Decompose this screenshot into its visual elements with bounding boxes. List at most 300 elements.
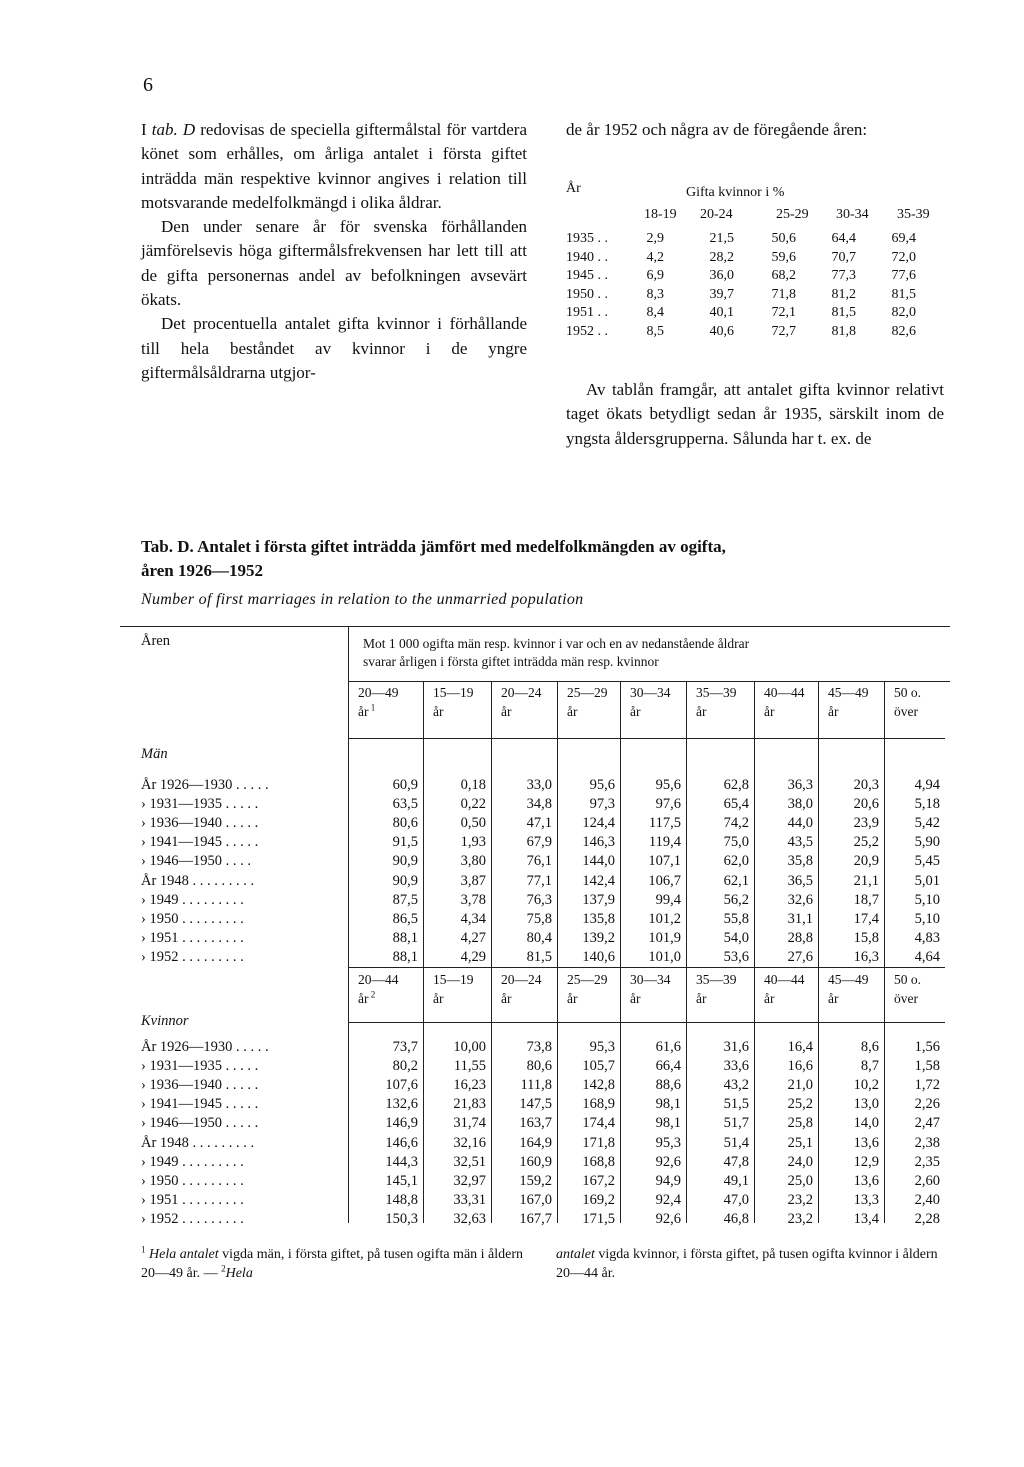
paragraph-2: Den under senare år för svenska förhållanden jämförelsevis höga giftermålsfrekvensen har lett till att de gifta personernas andel av befolkningen avsevärt ökats. bbox=[141, 217, 527, 310]
men-table-cell: 119,4 bbox=[648, 834, 681, 851]
women-table-cell: 47,0 bbox=[723, 1192, 749, 1209]
women-table-cell: 160,9 bbox=[519, 1154, 552, 1171]
men-row-label: › 1952 . . . . . . . . . bbox=[141, 949, 244, 966]
women-table-cell: 2,26 bbox=[914, 1096, 940, 1113]
small-table-value: 82,0 bbox=[891, 305, 916, 321]
small-table-value: 71,8 bbox=[771, 286, 796, 302]
men-col-header-unit: år bbox=[828, 704, 839, 719]
small-table-value: 64,4 bbox=[831, 231, 856, 246]
women-table-cell: 43,2 bbox=[723, 1077, 749, 1094]
small-table-value: 77,3 bbox=[831, 268, 856, 284]
women-table-cell: 14,0 bbox=[853, 1115, 879, 1132]
men-table-cell: 20,3 bbox=[853, 777, 879, 793]
men-table-cell: 15,8 bbox=[853, 930, 879, 947]
women-table-cell: 33,6 bbox=[723, 1058, 749, 1075]
table-top-rule bbox=[120, 626, 950, 627]
small-table-year: 1950 . . bbox=[566, 286, 608, 302]
women-table-cell: 144,3 bbox=[385, 1154, 418, 1171]
small-table-value: 8,3 bbox=[646, 286, 664, 302]
women-table-cell: 80,6 bbox=[526, 1058, 552, 1075]
men-table-cell: 5,10 bbox=[914, 911, 940, 928]
women-table-cell: 150,3 bbox=[385, 1211, 418, 1228]
small-table-value: 39,7 bbox=[709, 286, 734, 302]
men-table-cell: 54,0 bbox=[723, 930, 749, 947]
women-table-cell: 23,2 bbox=[787, 1192, 813, 1209]
men-col-header-range: 30—34 bbox=[630, 685, 671, 700]
footnote-left bbox=[141, 1245, 531, 1283]
men-table-cell: 80,6 bbox=[392, 815, 418, 832]
women-table-cell: 13,0 bbox=[853, 1096, 879, 1113]
men-table-cell: 65,4 bbox=[723, 796, 749, 813]
footnote-italic-2: Hela bbox=[225, 1266, 253, 1281]
men-table-cell: 21,1 bbox=[853, 873, 879, 889]
men-table-cell: 38,0 bbox=[787, 796, 813, 813]
men-table-cell: 0,50 bbox=[460, 815, 486, 832]
women-col-header-range: 30—34 bbox=[630, 972, 671, 987]
tab-reference: tab. D bbox=[151, 120, 196, 139]
men-table-cell: 95,6 bbox=[655, 777, 681, 793]
men-table-cell: 4,29 bbox=[460, 949, 486, 966]
women-table-cell: 2,40 bbox=[914, 1192, 940, 1209]
women-col-header-range: 35—39 bbox=[696, 972, 737, 987]
men-table-cell: 88,1 bbox=[392, 949, 418, 966]
women-col-header-unit: år bbox=[433, 991, 444, 1006]
women-table-cell: 111,8 bbox=[520, 1077, 552, 1094]
group-header-line2: svarar årligen i första giftet inträdda män resp. kvinnor bbox=[363, 654, 659, 669]
women-col-header-footnote-marker: 2 bbox=[368, 989, 376, 1000]
women-header-bottom-rule bbox=[348, 1022, 945, 1023]
small-table-col-header: 20-24 bbox=[700, 207, 733, 222]
men-table-cell: 144,0 bbox=[582, 853, 615, 870]
men-table-cell: 3,87 bbox=[460, 873, 486, 889]
women-table-cell: 25,0 bbox=[787, 1173, 813, 1190]
women-table-cell: 73,7 bbox=[392, 1039, 418, 1055]
men-row-label: › 1949 . . . . . . . . . bbox=[141, 892, 244, 909]
small-table-value: 21,5 bbox=[709, 231, 734, 246]
table-subtitle: Number of first marriages in relation to the unmarried population bbox=[141, 591, 584, 608]
men-table-cell: 47,1 bbox=[526, 815, 552, 832]
women-table-cell: 32,63 bbox=[453, 1211, 486, 1228]
men-table-cell: 33,0 bbox=[526, 777, 552, 793]
small-table-col-header: 35-39 bbox=[897, 207, 930, 222]
men-table-cell: 44,0 bbox=[787, 815, 813, 832]
women-col-header-range: 15—19 bbox=[433, 972, 474, 987]
men-table-cell: 32,6 bbox=[787, 892, 813, 909]
men-col-header-range: 25—29 bbox=[567, 685, 608, 700]
women-table-cell: 16,23 bbox=[453, 1077, 486, 1094]
women-table-cell: 146,9 bbox=[385, 1115, 418, 1132]
men-table-cell: 0,18 bbox=[460, 777, 486, 793]
men-col-header-unit: år bbox=[630, 704, 641, 719]
men-col-header-unit: år bbox=[696, 704, 707, 719]
women-table-cell: 47,8 bbox=[723, 1154, 749, 1171]
women-table-cell: 25,1 bbox=[787, 1135, 813, 1151]
women-row-label: › 1931—1935 . . . . . bbox=[141, 1058, 259, 1075]
men-table-cell: 140,6 bbox=[582, 949, 615, 966]
women-table-cell: 145,1 bbox=[385, 1173, 418, 1190]
women-table-cell: 92,4 bbox=[655, 1192, 681, 1209]
women-row-label: › 1946—1950 . . . . . bbox=[141, 1115, 259, 1132]
small-table-group-header: Gifta kvinnor i % bbox=[686, 185, 785, 200]
men-table-cell: 20,9 bbox=[853, 853, 879, 870]
women-col-header-unit: år bbox=[567, 991, 578, 1006]
men-table-cell: 75,0 bbox=[723, 834, 749, 851]
men-table-cell: 74,2 bbox=[723, 815, 749, 832]
men-table-cell: 97,3 bbox=[589, 796, 615, 813]
men-table-cell: 4,34 bbox=[460, 911, 486, 928]
women-table-cell: 16,4 bbox=[787, 1039, 813, 1055]
men-table-cell: 4,94 bbox=[914, 777, 940, 793]
men-row-label: › 1941—1945 . . . . . bbox=[141, 834, 259, 851]
women-col-header-unit: över bbox=[894, 991, 918, 1006]
men-col-header-unit: år $^1$ bbox=[358, 702, 376, 719]
men-table-cell: 75,8 bbox=[526, 911, 552, 928]
footnote-text-right: vigda kvinnor, i första giftet, på tusen ogifta kvinnor i åldern 20—44 år. bbox=[556, 1247, 938, 1281]
men-table-cell: 87,5 bbox=[392, 892, 418, 909]
women-table-cell: 11,55 bbox=[453, 1058, 486, 1075]
women-table-cell: 94,9 bbox=[655, 1173, 681, 1190]
women-col-header-unit: år bbox=[764, 991, 775, 1006]
men-table-cell: 56,2 bbox=[723, 892, 749, 909]
small-table-value: 2,9 bbox=[646, 231, 664, 246]
women-col-header-range: 40—44 bbox=[764, 972, 805, 987]
women-table-cell: 92,6 bbox=[655, 1154, 681, 1171]
men-table-cell: 4,83 bbox=[914, 930, 940, 947]
women-table-cell: 164,9 bbox=[519, 1135, 552, 1151]
men-table-cell: 4,27 bbox=[460, 930, 486, 947]
women-table-cell: 148,8 bbox=[385, 1192, 418, 1209]
men-table-cell: 55,8 bbox=[723, 911, 749, 928]
small-table-value: 50,6 bbox=[771, 231, 796, 246]
women-table-cell: 31,74 bbox=[453, 1115, 486, 1132]
men-col-header-unit: år bbox=[501, 704, 512, 719]
men-row-label: › 1951 . . . . . . . . . bbox=[141, 930, 244, 947]
women-table-cell: 1,56 bbox=[914, 1039, 940, 1055]
men-table-cell: 17,4 bbox=[853, 911, 879, 928]
small-table-value: 72,0 bbox=[891, 249, 916, 265]
men-table-cell: 137,9 bbox=[582, 892, 615, 909]
women-table-cell: 51,5 bbox=[723, 1096, 749, 1113]
women-row-label: › 1952 . . . . . . . . . bbox=[141, 1211, 244, 1228]
small-table-value: 6,9 bbox=[646, 268, 664, 284]
women-table-cell: 88,6 bbox=[655, 1077, 681, 1094]
men-table-cell: 36,3 bbox=[787, 777, 813, 793]
small-table-value: 69,4 bbox=[891, 231, 916, 246]
women-table-cell: 92,6 bbox=[655, 1211, 681, 1228]
small-table-value: 77,6 bbox=[891, 268, 916, 284]
small-table-year-header: År bbox=[566, 181, 581, 196]
footnote-marker-2: 2 bbox=[221, 1263, 226, 1274]
section-label-women: Kvinnor bbox=[141, 1013, 189, 1029]
men-col-header-footnote-marker: 1 bbox=[368, 702, 376, 713]
small-table-value: 8,5 bbox=[646, 323, 664, 339]
men-row-label: År 1948 . . . . . . . . . bbox=[141, 873, 255, 889]
women-col-header-range: 50 o. bbox=[894, 972, 921, 987]
table-title-line1: Tab. D. Antalet i första giftet inträdda jämfört med medelfolkmängden av ogifta, bbox=[141, 537, 726, 556]
men-table-cell: 106,7 bbox=[648, 873, 681, 889]
women-row-label: › 1950 . . . . . . . . . bbox=[141, 1173, 244, 1190]
women-table-cell: 132,6 bbox=[385, 1096, 418, 1113]
small-table-year: 1945 . . bbox=[566, 268, 608, 284]
men-table-cell: 91,5 bbox=[392, 834, 418, 851]
men-col-header-range: 40—44 bbox=[764, 685, 805, 700]
men-table-cell: 62,0 bbox=[723, 853, 749, 870]
men-table-cell: 18,7 bbox=[853, 892, 879, 909]
women-table-cell: 169,2 bbox=[582, 1192, 615, 1209]
women-table-cell: 171,8 bbox=[582, 1135, 615, 1151]
men-table-cell: 81,5 bbox=[526, 949, 552, 966]
column-divider bbox=[686, 681, 687, 1223]
men-table-cell: 0,22 bbox=[460, 796, 486, 813]
men-col-header-range: 50 o. bbox=[894, 685, 921, 700]
men-col-header-unit: år bbox=[433, 704, 444, 719]
column-divider bbox=[423, 681, 424, 1223]
small-table-col-header: 30-34 bbox=[836, 207, 869, 222]
small-table-value: 72,1 bbox=[771, 305, 796, 321]
men-table-cell: 90,9 bbox=[392, 853, 418, 870]
paragraph-3: Det procentuella antalet gifta kvinnor i förhållande till hela beståndet av kvinnor i de yngre giftermålsåldrarna utgjor- bbox=[141, 314, 527, 382]
men-table-cell: 101,2 bbox=[648, 911, 681, 928]
right-after-text: Av tablån framgår, att antalet gifta kvinnor relativt taget ökats betydligt sedan år 1935, särskilt inom de yngsta åldersgrupperna. Sålunda har t. ex. de bbox=[566, 380, 944, 448]
women-table-cell: 21,0 bbox=[787, 1077, 813, 1094]
women-table-cell: 12,9 bbox=[853, 1154, 879, 1171]
women-table-cell: 2,28 bbox=[914, 1211, 940, 1228]
men-row-label: År 1926—1930 . . . . . bbox=[141, 777, 269, 793]
women-table-cell: 13,6 bbox=[853, 1135, 879, 1151]
stub-header: Åren bbox=[141, 633, 170, 649]
women-col-header-unit: år $^2$ bbox=[358, 989, 376, 1006]
women-table-cell: 1,72 bbox=[914, 1077, 940, 1094]
women-table-cell: 32,97 bbox=[453, 1173, 486, 1190]
small-table-value: 81,2 bbox=[831, 286, 856, 302]
men-row-label: › 1950 . . . . . . . . . bbox=[141, 911, 244, 928]
men-col-header-range: 35—39 bbox=[696, 685, 737, 700]
men-table-cell: 20,6 bbox=[853, 796, 879, 813]
women-col-header-unit: år bbox=[501, 991, 512, 1006]
men-table-cell: 77,1 bbox=[526, 873, 552, 889]
men-table-cell: 60,9 bbox=[392, 777, 418, 793]
table-title-line2: åren 1926—1952 bbox=[141, 561, 263, 580]
men-table-cell: 62,1 bbox=[723, 873, 749, 889]
women-table-cell: 10,00 bbox=[453, 1039, 486, 1055]
men-table-cell: 16,3 bbox=[853, 949, 879, 966]
men-table-cell: 5,45 bbox=[914, 853, 940, 870]
men-table-cell: 43,5 bbox=[787, 834, 813, 851]
footnote-right bbox=[556, 1245, 946, 1283]
men-table-cell: 3,80 bbox=[460, 853, 486, 870]
women-row-label: › 1936—1940 . . . . . bbox=[141, 1077, 259, 1094]
women-table-cell: 159,2 bbox=[519, 1173, 552, 1190]
men-table-cell: 67,9 bbox=[526, 834, 552, 851]
men-table-cell: 34,8 bbox=[526, 796, 552, 813]
men-table-cell: 97,6 bbox=[655, 796, 681, 813]
group-header-line1: Mot 1 000 ogifta män resp. kvinnor i var och en av nedanstående åldrar bbox=[363, 636, 750, 651]
right-intro-text: de år 1952 och några av de föregående åren: bbox=[566, 120, 868, 139]
men-row-label: › 1946—1950 . . . . bbox=[141, 853, 251, 870]
women-table-cell: 13,6 bbox=[853, 1173, 879, 1190]
men-table-cell: 142,4 bbox=[582, 873, 615, 889]
women-table-cell: 146,6 bbox=[385, 1135, 418, 1151]
men-table-cell: 86,5 bbox=[392, 911, 418, 928]
p1-prefix: I bbox=[141, 120, 152, 139]
women-table-cell: 2,35 bbox=[914, 1154, 940, 1171]
women-table-cell: 25,2 bbox=[787, 1096, 813, 1113]
footnote-marker-1: 1 bbox=[141, 1244, 146, 1255]
women-table-cell: 49,1 bbox=[723, 1173, 749, 1190]
small-table-value: 28,2 bbox=[709, 249, 734, 265]
women-table-cell: 2,38 bbox=[914, 1135, 940, 1151]
men-header-bottom-rule bbox=[348, 738, 945, 739]
women-table-cell: 167,7 bbox=[519, 1211, 552, 1228]
small-table-year: 1940 . . bbox=[566, 249, 608, 265]
small-table-col-header: 18-19 bbox=[644, 207, 677, 222]
men-col-header-range: 15—19 bbox=[433, 685, 474, 700]
women-row-label: › 1941—1945 . . . . . bbox=[141, 1096, 259, 1113]
women-col-header-unit: år bbox=[828, 991, 839, 1006]
men-table-cell: 5,10 bbox=[914, 892, 940, 909]
women-table-cell: 51,7 bbox=[723, 1115, 749, 1132]
women-table-cell: 80,2 bbox=[392, 1058, 418, 1075]
small-table-value: 81,5 bbox=[891, 286, 916, 302]
men-row-label: › 1936—1940 . . . . . bbox=[141, 815, 259, 832]
men-table-cell: 80,4 bbox=[526, 930, 552, 947]
women-col-header-range: 25—29 bbox=[567, 972, 608, 987]
men-table-cell: 139,2 bbox=[582, 930, 615, 947]
women-table-cell: 2,60 bbox=[914, 1173, 940, 1190]
women-table-cell: 2,47 bbox=[914, 1115, 940, 1132]
section-label-men: Män bbox=[141, 746, 168, 762]
men-table-cell: 135,8 bbox=[582, 911, 615, 928]
men-table-cell: 99,4 bbox=[655, 892, 681, 909]
men-table-cell: 35,8 bbox=[787, 853, 813, 870]
women-table-cell: 24,0 bbox=[787, 1154, 813, 1171]
women-table-cell: 98,1 bbox=[655, 1115, 681, 1132]
women-table-cell: 51,4 bbox=[723, 1135, 749, 1151]
small-table-value: 8,4 bbox=[646, 305, 664, 321]
men-table-cell: 36,5 bbox=[787, 873, 813, 889]
women-table-cell: 8,7 bbox=[860, 1058, 879, 1075]
men-table-cell: 5,01 bbox=[914, 873, 940, 889]
women-table-cell: 32,51 bbox=[453, 1154, 486, 1171]
men-table-cell: 28,8 bbox=[787, 930, 813, 947]
women-table-cell: 13,3 bbox=[853, 1192, 879, 1209]
men-table-cell: 25,2 bbox=[853, 834, 879, 851]
small-table-value: 40,1 bbox=[709, 305, 734, 321]
women-table-cell: 167,0 bbox=[519, 1192, 552, 1209]
men-table-cell: 146,3 bbox=[582, 834, 615, 851]
men-table-cell: 95,6 bbox=[589, 777, 615, 793]
men-table-cell: 62,8 bbox=[723, 777, 749, 793]
small-table-year: 1952 . . bbox=[566, 323, 608, 339]
small-table-value: 81,5 bbox=[831, 305, 856, 321]
men-col-header-range: 20—24 bbox=[501, 685, 542, 700]
p1-text: redovisas de speciella giftermålstal för vartdera könet som erhålles, om årliga antalet i första giftet inträdda män respektive kvinnor angives i relation till motsvarande medelfolkmängd i olika åldrar. bbox=[141, 120, 527, 212]
small-table-year: 1951 . . bbox=[566, 305, 608, 321]
men-table-cell: 53,6 bbox=[723, 949, 749, 966]
women-table-cell: 105,7 bbox=[582, 1058, 615, 1075]
men-table-cell: 5,42 bbox=[914, 815, 940, 832]
men-table-cell: 124,4 bbox=[582, 815, 615, 832]
women-table-cell: 167,2 bbox=[582, 1173, 615, 1190]
small-table-col-header: 25-29 bbox=[776, 207, 809, 222]
men-table-cell: 76,1 bbox=[526, 853, 552, 870]
small-table-value: 36,0 bbox=[709, 268, 734, 284]
women-table-cell: 147,5 bbox=[519, 1096, 552, 1113]
women-col-header-range: 20—44 bbox=[358, 972, 399, 987]
small-table-value: 82,6 bbox=[891, 323, 916, 339]
women-table-cell: 168,9 bbox=[582, 1096, 615, 1113]
stub-divider bbox=[348, 626, 349, 1223]
men-table-cell: 5,18 bbox=[914, 796, 940, 813]
women-table-cell: 21,83 bbox=[453, 1096, 486, 1113]
women-table-cell: 25,8 bbox=[787, 1115, 813, 1132]
men-table-cell: 76,3 bbox=[526, 892, 552, 909]
women-table-cell: 32,16 bbox=[453, 1135, 486, 1151]
women-col-header-unit: år bbox=[630, 991, 641, 1006]
small-table-value: 81,8 bbox=[831, 323, 856, 339]
men-col-header-range: 45—49 bbox=[828, 685, 869, 700]
women-table-cell: 174,4 bbox=[582, 1115, 615, 1132]
women-table-cell: 73,8 bbox=[526, 1039, 552, 1055]
women-table-cell: 10,2 bbox=[853, 1077, 879, 1094]
group-header-rule bbox=[348, 681, 950, 682]
page-number: 6 bbox=[143, 74, 153, 96]
women-table-cell: 95,3 bbox=[589, 1039, 615, 1055]
women-table-cell: 171,5 bbox=[582, 1211, 615, 1228]
women-row-label: År 1948 . . . . . . . . . bbox=[141, 1135, 255, 1151]
women-table-cell: 107,6 bbox=[385, 1077, 418, 1094]
women-col-header-range: 20—24 bbox=[501, 972, 542, 987]
women-table-cell: 168,8 bbox=[582, 1154, 615, 1171]
women-row-label: År 1926—1930 . . . . . bbox=[141, 1039, 269, 1055]
women-row-label: › 1951 . . . . . . . . . bbox=[141, 1192, 244, 1209]
men-table-cell: 117,5 bbox=[648, 815, 681, 832]
footnote-italic-1: Hela antalet bbox=[149, 1247, 219, 1262]
men-table-cell: 101,9 bbox=[648, 930, 681, 947]
men-table-cell: 88,1 bbox=[392, 930, 418, 947]
women-col-header-unit: år bbox=[696, 991, 707, 1006]
men-table-cell: 90,9 bbox=[392, 873, 418, 889]
small-table-value: 4,2 bbox=[646, 249, 664, 265]
women-table-cell: 95,3 bbox=[655, 1135, 681, 1151]
men-col-header-unit: år bbox=[764, 704, 775, 719]
small-table-value: 72,7 bbox=[771, 323, 796, 339]
women-table-cell: 13,4 bbox=[853, 1211, 879, 1228]
women-table-cell: 66,4 bbox=[655, 1058, 681, 1075]
small-table-year: 1935 . . bbox=[566, 231, 608, 246]
women-table-cell: 98,1 bbox=[655, 1096, 681, 1113]
men-col-header-unit: över bbox=[894, 704, 918, 719]
women-row-label: › 1949 . . . . . . . . . bbox=[141, 1154, 244, 1171]
men-col-header-range: 20—49 bbox=[358, 685, 399, 700]
women-table-cell: 31,6 bbox=[723, 1039, 749, 1055]
men-row-label: › 1931—1935 . . . . . bbox=[141, 796, 259, 813]
men-table-cell: 63,5 bbox=[392, 796, 418, 813]
small-table-value: 59,6 bbox=[771, 249, 796, 265]
men-table-cell: 107,1 bbox=[648, 853, 681, 870]
men-table-cell: 5,90 bbox=[914, 834, 940, 851]
women-table-cell: 23,2 bbox=[787, 1211, 813, 1228]
women-table-cell: 61,6 bbox=[655, 1039, 681, 1055]
women-table-cell: 142,8 bbox=[582, 1077, 615, 1094]
small-table-value: 70,7 bbox=[831, 249, 856, 265]
women-table-cell: 16,6 bbox=[787, 1058, 813, 1075]
men-table-cell: 23,9 bbox=[853, 815, 879, 832]
men-table-cell: 101,0 bbox=[648, 949, 681, 966]
women-table-cell: 46,8 bbox=[723, 1211, 749, 1228]
footnote-text-1: vigda män, i första giftet, på tusen ogifta män i åldern 20—49 år. — bbox=[141, 1247, 524, 1281]
women-table-cell: 33,31 bbox=[453, 1192, 486, 1209]
